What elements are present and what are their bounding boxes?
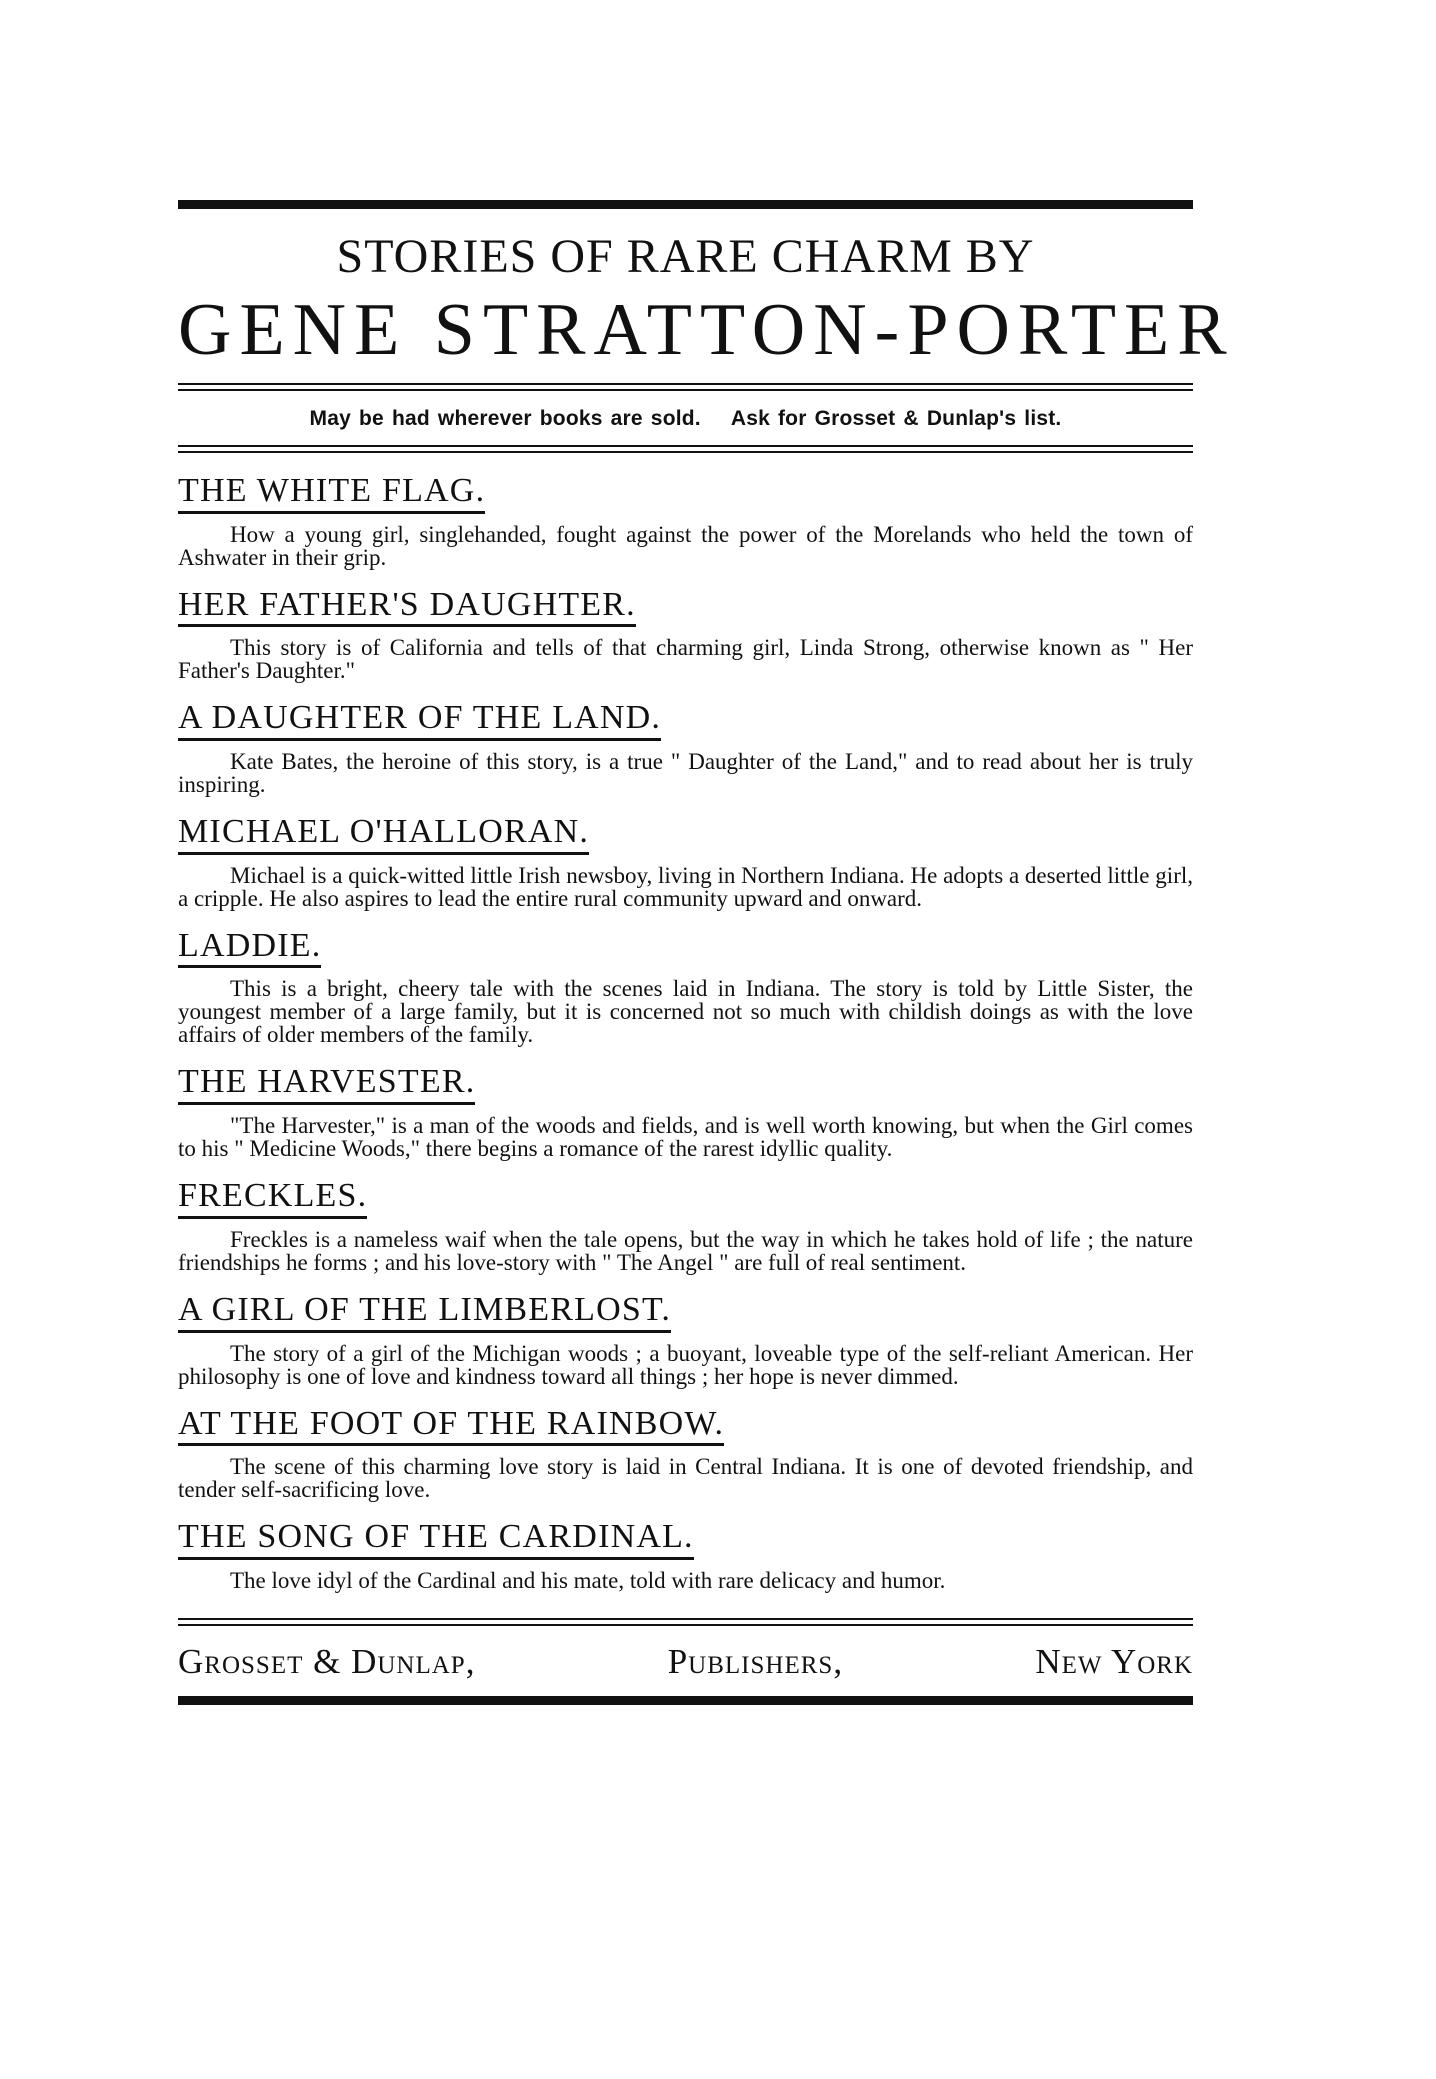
book-title: HER FATHER'S DAUGHTER. — [178, 587, 636, 628]
tagline — [178, 391, 1193, 445]
author-name: GENE STRATTON-PORTER — [178, 289, 1235, 371]
publisher-name: Grosset & Dunlap, — [178, 1641, 476, 1681]
book-title: A DAUGHTER OF THE LAND. — [178, 700, 661, 741]
advertisement-page — [178, 200, 1235, 1705]
bottom-heavy-rule — [178, 1696, 1193, 1705]
book-entry — [178, 1178, 1193, 1274]
series-heading: STORIES OF RARE CHARM BY — [336, 230, 1035, 283]
publisher-city: New York — [1035, 1641, 1193, 1681]
book-title: LADDIE. — [178, 928, 321, 969]
book-title: THE HARVESTER. — [178, 1064, 475, 1105]
publisher-role: Publishers, — [667, 1641, 844, 1681]
book-description: How a young girl, singlehanded, fought against the power of the Morelands who held the town of Ashwater in their grip. — [178, 521, 1193, 570]
book-entry — [178, 1519, 1193, 1592]
book-entry — [178, 700, 1193, 796]
book-title: THE WHITE FLAG. — [178, 473, 485, 514]
publisher-line — [178, 1626, 1193, 1696]
book-entry — [178, 473, 1193, 569]
book-title: A GIRL OF THE LIMBERLOST. — [178, 1292, 671, 1333]
book-entry — [178, 814, 1193, 910]
book-description: Michael is a quick-witted little Irish newsboy, living in Northern Indiana. He adopts a deserted little girl, a cripple. He also aspires to lead the entire rural community upward and onward. — [178, 862, 1193, 911]
book-list — [178, 473, 1193, 1592]
top-heavy-rule — [178, 200, 1193, 209]
footer-double-rule — [178, 1618, 1193, 1626]
book-entry — [178, 1292, 1193, 1388]
tagline-part-2: Ask for Grosset & Dunlap's list. — [730, 407, 1062, 430]
book-description: This is a bright, cheery tale with the scenes laid in Indiana. The story is told by Little Sister, the youngest member of a large family, but it is concerned not so much with childish doings as with the love affairs of older members of the family. — [178, 976, 1193, 1048]
tagline-double-rule — [178, 445, 1193, 453]
tagline-part-1: May be had wherever books are sold. — [309, 407, 701, 430]
book-description: This story is of California and tells of that charming girl, Linda Strong, otherwise known as " Her Father's Daughter." — [178, 635, 1193, 684]
book-title: MICHAEL O'HALLORAN. — [178, 814, 589, 855]
book-entry — [178, 587, 1193, 683]
book-description: "The Harvester," is a man of the woods and fields, and is well worth knowing, but when the Girl comes to his " Medicine Woods," there begins a romance of the rarest idyllic quality. — [178, 1113, 1193, 1162]
book-description: Kate Bates, the heroine of this story, is a true " Daughter of the Land," and to read about her is truly inspiring. — [178, 749, 1193, 798]
book-description: The story of a girl of the Michigan woods ; a buoyant, loveable type of the self-reliant American. Her philosophy is one of love and kindness toward all things ; her hope is never dimmed. — [178, 1340, 1193, 1389]
book-entry — [178, 1406, 1193, 1502]
book-title: AT THE FOOT OF THE RAINBOW. — [178, 1406, 724, 1447]
book-title: FRECKLES. — [178, 1178, 367, 1219]
book-description: The love idyl of the Cardinal and his mate, told with rare delicacy and humor. — [230, 1567, 946, 1593]
book-entry — [178, 928, 1193, 1047]
book-title: THE SONG OF THE CARDINAL. — [178, 1519, 694, 1560]
book-description: The scene of this charming love story is laid in Central Indiana. It is one of devoted friendship, and tender self-sacrificing love. — [178, 1454, 1193, 1503]
header-double-rule — [178, 383, 1193, 391]
book-entry — [178, 1064, 1193, 1160]
book-description: Freckles is a nameless waif when the tale opens, but the way in which he takes hold of life ; the nature friendships he forms ; and his love-story with " The Angel " are full of real sentiment. — [178, 1226, 1193, 1275]
